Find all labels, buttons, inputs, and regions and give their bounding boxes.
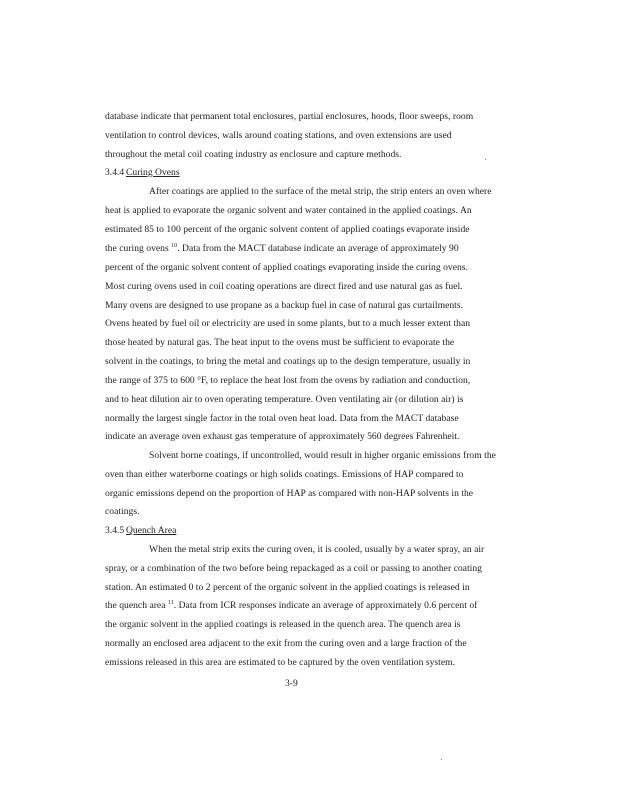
text-line: When the metal strip exits the curing oven, it is cooled, usually by a water spray, an air	[149, 544, 485, 555]
section-heading-quench-area	[105, 525, 176, 537]
text-line: solvent in the coatings, to bring the metal and coatings up to the design temperature, usually in	[105, 356, 471, 367]
section-title: Quench Area	[126, 525, 177, 536]
text-line: heat is applied to evaporate the organic solvent and water contained in the applied coatings. An	[105, 205, 472, 216]
scan-speck	[485, 159, 486, 160]
section-title: Curing Ovens	[126, 167, 180, 178]
text-fragment: the curing ovens	[105, 243, 169, 254]
section-number: 3.4.5	[105, 525, 125, 536]
text-line: After coatings are applied to the surface of the metal strip, the strip enters an oven where	[149, 186, 492, 197]
reference-superscript: 10	[171, 243, 178, 249]
section-heading-curing-ovens	[105, 167, 180, 179]
text-line: Solvent borne coatings, if uncontrolled, would result in higher organic emissions from the	[149, 450, 496, 461]
text-line: emissions released in this area are estimated to be captured by the oven ventilation system.	[105, 657, 456, 668]
text-line: Ovens heated by fuel oil or electricity are used in some plants, but to a much lesser extent than	[105, 318, 471, 329]
text-line: Most curing ovens used in coil coating operations are direct fired and use natural gas as fuel.	[105, 281, 463, 292]
reference-superscript: 11	[167, 600, 174, 606]
text-fragment: Data from ICR responses indicate an average of approximately 0.6 percent of	[178, 600, 478, 611]
scan-speck	[441, 759, 442, 760]
text-line: database indicate that permanent total enclosures, partial enclosures, hoods, floor sweeps, room	[105, 111, 474, 122]
text-line: the curing ovens $^{10}$. Data from the MACT database indicate an average of approximately 90	[105, 243, 459, 254]
text-line: organic emissions depend on the proportion of HAP as compared with non-HAP solvents in the	[105, 488, 474, 499]
text-line: normally the largest single factor in the total oven heat load. Data from the MACT database	[105, 413, 459, 424]
text-line: indicate an average oven exhaust gas temperature of approximately 560 degrees Fahrenheit.	[105, 431, 460, 442]
text-line: the organic solvent in the applied coatings is released in the quench area. The quench area is	[105, 619, 461, 630]
text-line: ventilation to control devices, walls around coating stations, and oven extensions are used	[105, 130, 452, 141]
text-line: and to heat dilution air to oven operating temperature. Oven ventilating air (or dilution air) is	[105, 394, 464, 405]
text-line: coatings.	[105, 506, 140, 517]
page-number: 3-9	[285, 678, 298, 689]
text-fragment: the quench area	[105, 600, 166, 611]
text-line: the quench area $^{11}$. Data from ICR responses indicate an average of approximately 0.6 percent of	[105, 600, 478, 611]
section-number: 3.4.4	[105, 167, 125, 178]
text-line: normally an enclosed area adjacent to the exit from the curing oven and a large fraction of the	[105, 638, 467, 649]
text-line: the range of 375 to 600 °F, to replace the heat lost from the ovens by radiation and conduction,	[105, 375, 471, 386]
text-line: station. An estimated 0 to 2 percent of the organic solvent in the applied coatings is released in	[105, 582, 470, 593]
text-line: estimated 85 to 100 percent of the organic solvent content of applied coatings evaporate inside	[105, 224, 470, 235]
text-line: Many ovens are designed to use propane as a backup fuel in case of natural gas curtailments.	[105, 300, 464, 311]
text-line: those heated by natural gas. The heat input to the ovens must be sufficient to evaporate the	[105, 337, 455, 348]
text-line: oven than either waterborne coatings or high solids coatings. Emissions of HAP compared to	[105, 469, 464, 480]
text-fragment: Data from the MACT database indicate an average of approximately 90	[182, 243, 459, 254]
text-line: percent of the organic solvent content of applied coatings evaporating inside the curing ovens.	[105, 262, 468, 273]
text-line: spray, or a combination of the two before being repackaged as a coil or passing to another coating	[105, 563, 482, 574]
text-line: throughout the metal coil coating industry as enclosure and capture methods.	[105, 149, 402, 160]
